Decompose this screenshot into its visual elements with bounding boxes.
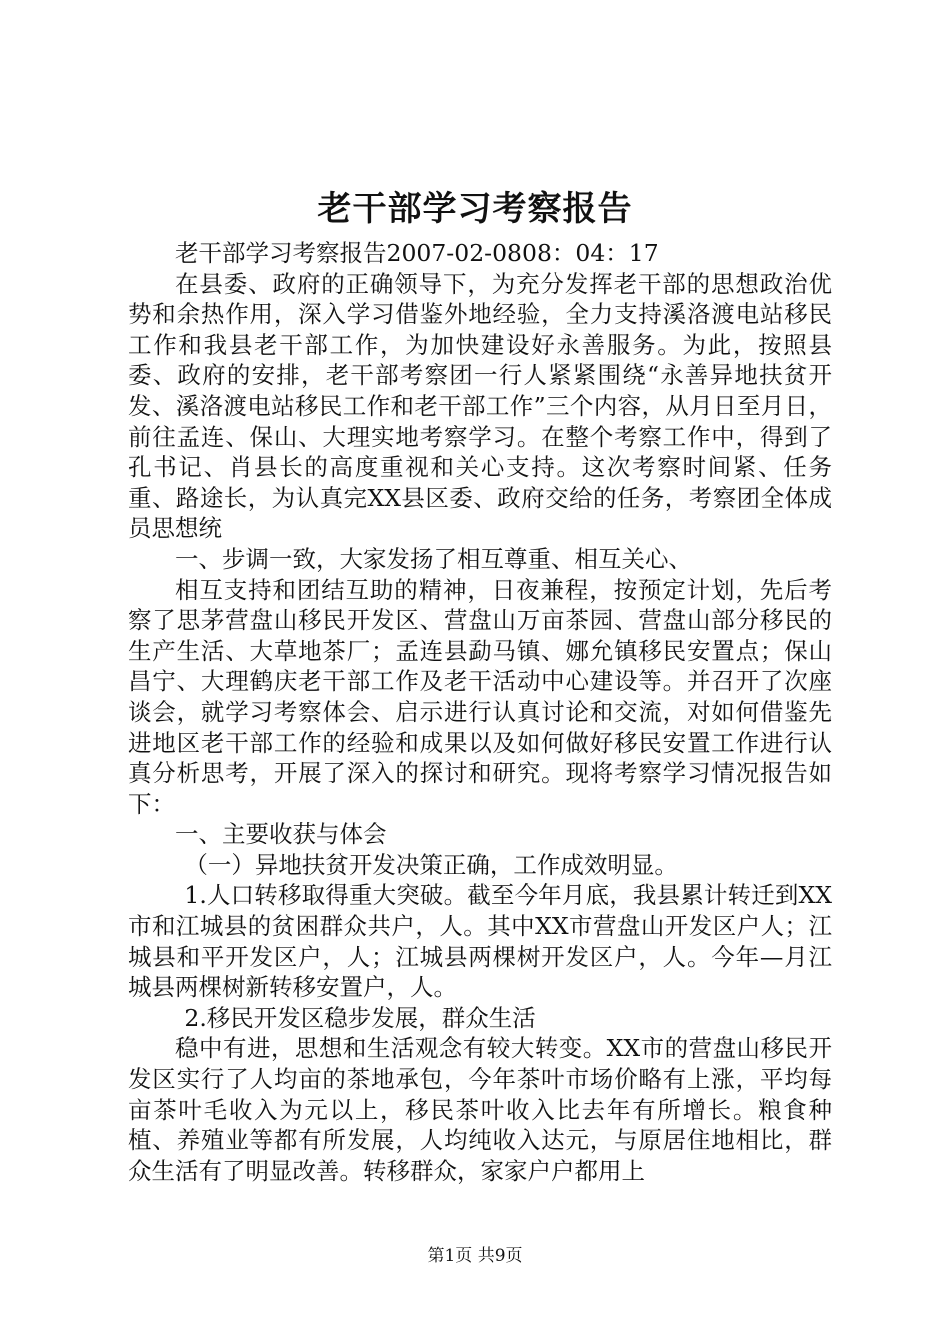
paragraph-continued: 稳中有进，思想和生活观念有较大转变。XX市的营盘山移民开发区实行了人均亩的茶地承包，今年茶叶市场价略有上涨，平均每亩茶叶毛收入为元以上，移民茶叶收入比去年有所增长。粮食种植、养殖业等都有所发展，人均纯收入达元，与原居住地相比，群众生活有了明显改善。转移群众，家家户户都用上: [128, 1034, 832, 1185]
document-title: 老干部学习考察报告: [317, 189, 633, 229]
header-line: 老干部学习考察报告2007-02-0808：04：17: [175, 239, 659, 267]
subsection-heading: （一）异地扶贫开发决策正确，工作成效明显。: [184, 850, 678, 879]
page-footer: 第1页 共9页: [427, 1246, 523, 1266]
section-heading: 一、主要收获与体会: [175, 820, 387, 849]
paragraph-point-1: 1.人口转移取得重大突破。截至今年月底，我县累计转迁到XX市和江城县的贫困群众共户，人。其中XX市营盘山开发区户人；江城县和平开发区户，人；江城县两棵树开发区户，人。今年—月江城县两棵树新转移安置户，人。: [128, 881, 832, 1002]
paragraph-visits: 相互支持和团结互助的精神，日夜兼程，按预定计划，先后考察了思茅营盘山移民开发区、营盘山万亩茶园、营盘山部分移民的生产生活、大草地茶厂；孟连县勐马镇、娜允镇移民安置点；保山昌宁、大理鹤庆老干部工作及老干活动中心建设等。并召开了次座谈会，就学习考察体会、启示进行认真讨论和交流，对如何借鉴先进地区老干部工作的经验和成果以及如何做好移民安置工作进行认真分析思考，开展了深入的探讨和研究。现将考察学习情况报告如下：: [128, 575, 832, 818]
paragraph-step: 一、步调一致，大家发扬了相互尊重、相互关心、: [175, 544, 692, 573]
paragraph-point-2: 2.移民开发区稳步发展，群众生活: [184, 1003, 536, 1032]
paragraph-intro: 在县委、政府的正确领导下，为充分发挥老干部的思想政治优势和余热作用，深入学习借鉴外地经验，全力支持溪洛渡电站移民工作和我县老干部工作，为加快建设好永善服务。为此，按照县委、政府的安排，老干部考察团一行人紧紧围绕“永善异地扶贫开发、溪洛渡电站移民工作和老干部工作”三个内容，从月日至月日，前往孟连、保山、大理实地考察学习。在整个考察工作中，得到了孔书记、肖县长的高度重视和关心支持。这次考察时间紧、任务重、路途长，为认真完XX县区委、政府交给的任务，考察团全体成员思想统: [128, 269, 832, 543]
document-body: [128, 238, 832, 1186]
